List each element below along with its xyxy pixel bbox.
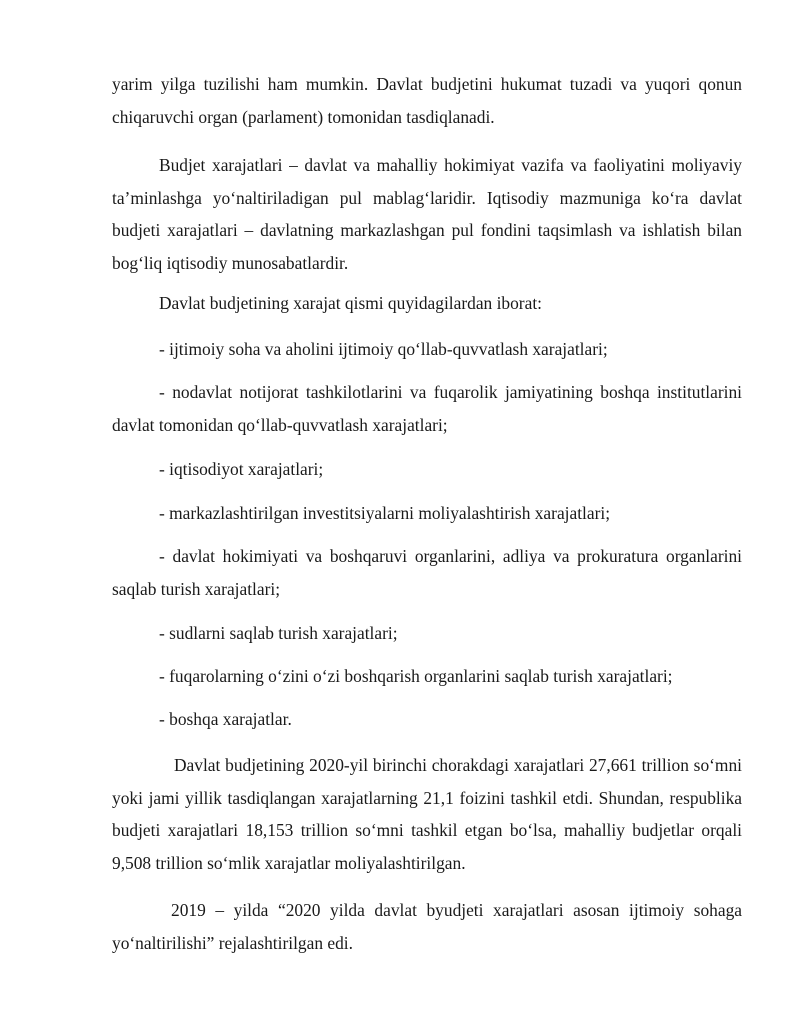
list-item-other-expenditures: - boshqa xarajatlar. (159, 709, 292, 729)
paragraph-2020-first-quarter-expenditures: Davlat budjetining 2020-yil birinchi chorakdagi xarajatlari 27,661 trillion so‘mni yoki jami yillik tasdiqlangan xarajatlarning 21,1 foizini tashkil etdi. Shundan, respublika budjeti xarajatlari 18,153 trillion so‘mni tashkil etgan bo‘lsa, mahalliy budjetlar orqali 9,508 trillion so‘mlik xarajatlar moliyalashtirilgan. (112, 755, 742, 873)
paragraph-2019-planning: 2019 – yilda “2020 yilda davlat byudjeti xarajatlari asosan ijtimoiy sohaga yo‘naltirilishi” rejalashtirilgan edi. (112, 900, 742, 953)
paragraph-expenditure-structure-intro: Davlat budjetining xarajat qismi quyidagilardan iborat: (159, 293, 542, 313)
list-item-courts-maintenance: - sudlarni saqlab turish xarajatlari; (159, 623, 398, 643)
paragraph-budget-expenditures-definition: Budjet xarajatlari – davlat va mahalliy hokimiyat vazifa va faoliyatini moliyaviy ta’minlashga yo‘naltiriladigan pul mablag‘laridir. Iqtisodiy mazmuniga ko‘ra davlat budjeti xarajatlari – davlatning markazlashgan pul fondini taqsimlash va ishlatish bilan bog‘liq iqtisodiy munosabatlardir. (112, 155, 742, 273)
list-item-citizen-self-government: - fuqarolarning o‘zini o‘zi boshqarish organlarini saqlab turish xarajatlari; (159, 666, 673, 686)
list-item-nongovernmental-organizations: - nodavlat notijorat tashkilotlarini va fuqarolik jamiyatining boshqa institutlarini davlat tomonidan qo‘llab-quvvatlash xarajatlari; (112, 382, 742, 435)
list-item-economy-expenditures: - iqtisodiyot xarajatlari; (159, 459, 324, 479)
list-item-centralized-investments: - markazlashtirilgan investitsiyalarni moliyalashtirish xarajatlari; (159, 503, 611, 523)
list-item-social-expenditures: - ijtimoiy soha va aholini ijtimoiy qo‘llab-quvvatlash xarajatlari; (159, 339, 608, 359)
list-item-government-administration: - davlat hokimiyati va boshqaruvi organlarini, adliya va prokuratura organlarini saqlab turish xarajatlari; (112, 546, 742, 599)
paragraph-budget-approval: yarim yilga tuzilishi ham mumkin. Davlat budjetini hukumat tuzadi va yuqori qonun chiqaruvchi organ (parlament) tomonidan tasdiqlanadi. (112, 74, 742, 127)
